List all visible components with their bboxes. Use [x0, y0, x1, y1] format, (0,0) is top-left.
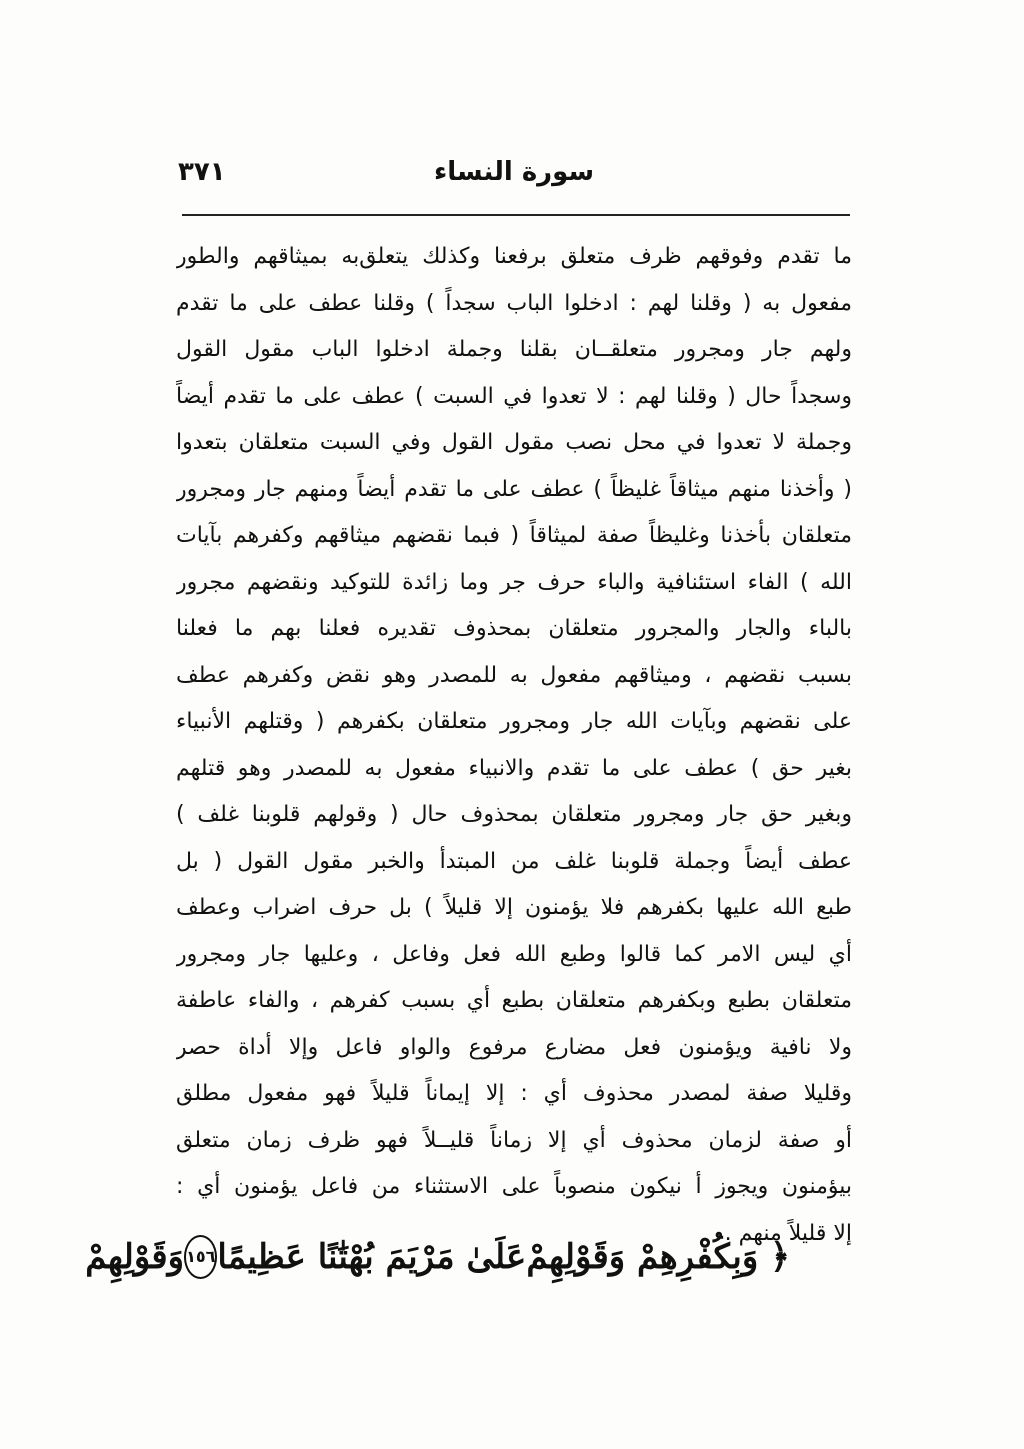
quran-verse — [85, 1222, 790, 1292]
text-line: ولهم جار ومجرور متعلقــان بقلنا وجملة ادخلوا الباب مقول القول — [176, 337, 852, 362]
text-line: وسجداً حال ( وقلنا لهم : لا تعدوا في السبت ) عطف على ما تقدم أيضاً — [176, 383, 852, 409]
text-line: ( وأخذنا منهم ميثاقاً غليظاً ) عطف على ما تقدم أيضاً ومنهم جار ومجرور — [176, 476, 852, 502]
text-line: متعلقان بأخذنا وغليظاً صفة لميثاقاً ( فبما نقضهم ميثاقهم وكفرهم بآيات — [176, 523, 852, 548]
text-line: أي ليس الامر كما قالوا وطبع الله فعل وفاعل ، وعليها جار ومجرور — [176, 941, 852, 967]
commentary-text — [176, 234, 852, 1257]
verse-segment: ﴿ وَبِكُفْرِهِمْ وَقَوْلِهِمْ — [526, 1237, 790, 1277]
text-line: وجملة لا تعدوا في محل نصب مقول القول وفي السبت متعلقان بتعدوا — [176, 430, 852, 455]
text-line: وبغير حق جار ومجرور متعلقان بمحذوف حال ( وقولهم قلوبنا غلف ) — [176, 802, 852, 827]
page-header — [178, 152, 850, 196]
text-line: ولا نافية ويؤمنون فعل مضارع مرفوع والواو فاعل وإلا أداة حصر — [176, 1034, 852, 1060]
verse-segment: عَلَىٰ مَرْيَمَ بُهْتَٰنًا عَظِيمًا — [217, 1237, 527, 1277]
text-line: طبع الله عليها بكفرهم فلا يؤمنون إلا قليلاً ) بل حرف اضراب وعطف — [176, 895, 852, 920]
ayah-number-marker: ١٥٦ — [184, 1235, 217, 1279]
text-line: مفعول به ( وقلنا لهم : ادخلوا الباب سجداً ) وقلنا عطف على ما تقدم — [176, 290, 852, 316]
text-line: بالباء والجار والمجرور متعلقان بمحذوف تقديره فعلنا بهم ما فعلنا — [176, 616, 852, 641]
text-line: بيؤمنون ويجوز أ نيكون منصوباً على الاستثناء من فاعل يؤمنون أي : — [176, 1174, 852, 1199]
text-line: وقليلا صفة لمصدر محذوف أي : إلا إيماناً قليلاً فهو مفعول مطلق — [176, 1081, 852, 1106]
verse-segment: وَقَوْلِهِمْ — [85, 1237, 185, 1277]
header-divider — [182, 214, 850, 216]
text-line: أو صفة لزمان محذوف أي إلا زماناً قليــلاً فهو ظرف زمان متعلق — [176, 1127, 852, 1153]
text-line: بغير حق ) عطف على ما تقدم والانبياء مفعول به للمصدر وهو قتلهم — [176, 755, 852, 781]
text-line: الله ) الفاء استئنافية والباء حرف جر وما زائدة للتوكيد ونقضهم مجرور — [176, 569, 852, 595]
text-line: بسبب نقضهم ، وميثاقهم مفعول به للمصدر وهو نقض وكفرهم عطف — [176, 662, 852, 688]
text-line: متعلقان بطبع وبكفرهم متعلقان بطبع أي بسبب كفرهم ، والفاء عاطفة — [176, 988, 852, 1013]
text-line: ما تقدم وفوقهم ظرف متعلق برفعنا وكذلك يتعلق‌به بميثاقهم والطور — [176, 244, 852, 269]
text-line: على نقضهم وبآيات الله جار ومجرور متعلقان بكفرهم ( وقتلهم الأنبياء — [176, 709, 852, 734]
page-number: ٣٧١ — [178, 157, 226, 187]
surah-title: سورة النساء — [433, 157, 595, 187]
text-line: إلا قليلاً منهم . — [724, 1220, 852, 1246]
text-line: عطف أيضاً وجملة قلوبنا غلف من المبتدأ والخبر مقول القول ( بل — [176, 848, 852, 874]
